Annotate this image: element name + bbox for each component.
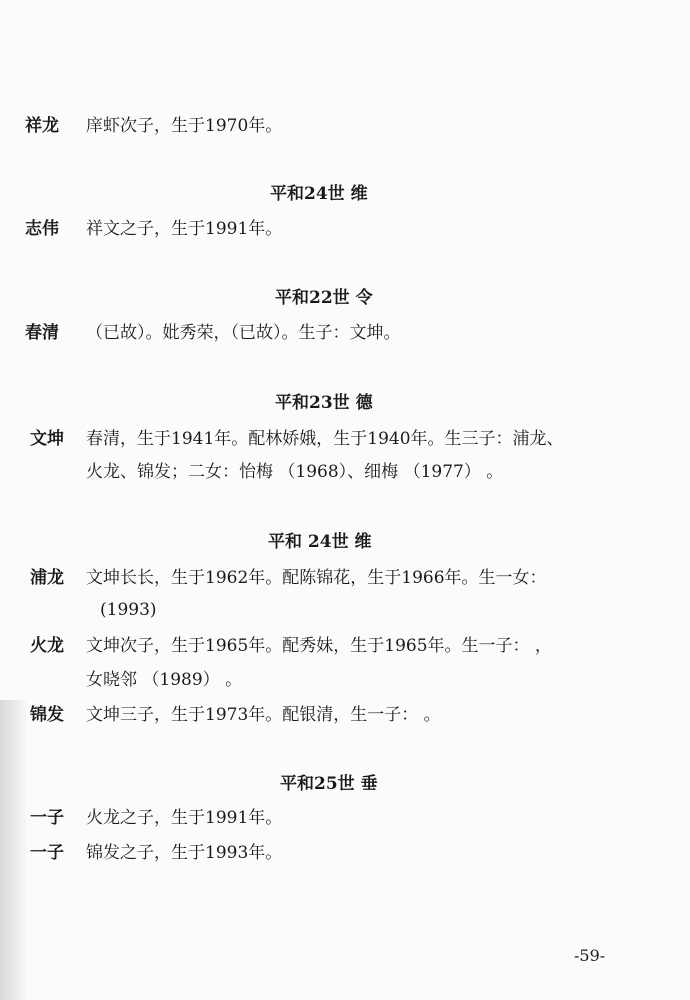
person-name: 火龙	[30, 636, 64, 656]
entry-text: 女晓邻 （1989） 。	[86, 670, 243, 690]
person-name: 一子	[30, 808, 64, 828]
generation-heading: 平和24世 维	[270, 184, 368, 204]
entry-text: 火龙、锦发；二女：怡梅 （1968）、细梅 （1977） 。	[86, 462, 504, 482]
entry-text: 庠虾次子，生于1970年。	[86, 116, 283, 136]
generation-heading: 平和22世 令	[275, 288, 373, 308]
person-name: 志伟	[25, 219, 59, 239]
entry-text: 春清，生于1941年。配林娇娥，生于1940年。生三子：浦龙、	[86, 429, 564, 449]
generation-heading: 平和25世 垂	[280, 774, 378, 794]
person-name: 春清	[25, 323, 59, 343]
entry-text: 文坤次子，生于1965年。配秀妹，生于1965年。生一子： ，	[86, 636, 552, 656]
person-name: 文坤	[30, 429, 64, 449]
entry-text: 火龙之子，生于1991年。	[86, 808, 283, 828]
person-name: 锦发	[30, 705, 64, 725]
person-name: 祥龙	[25, 116, 59, 136]
entry-text: 文坤长长，生于1962年。配陈锦花，生于1966年。生一女：	[86, 568, 547, 588]
entry-text: （已故）。妣秀荣，（已故）。生子：文坤。	[86, 323, 401, 343]
generation-heading: 平和23世 德	[275, 393, 373, 413]
entry-text: 文坤三子，生于1973年。配银清，生一子： 。	[86, 705, 441, 725]
scan-shadow	[0, 700, 26, 1000]
entry-text: 锦发之子，生于1993年。	[86, 843, 283, 863]
person-name: 一子	[30, 843, 64, 863]
entry-text: (1993)	[100, 600, 157, 620]
page-number: -59-	[574, 946, 606, 965]
entry-text: 祥文之子，生于1991年。	[86, 219, 283, 239]
person-name: 浦龙	[30, 568, 64, 588]
generation-heading: 平和 24世 维	[268, 532, 372, 552]
